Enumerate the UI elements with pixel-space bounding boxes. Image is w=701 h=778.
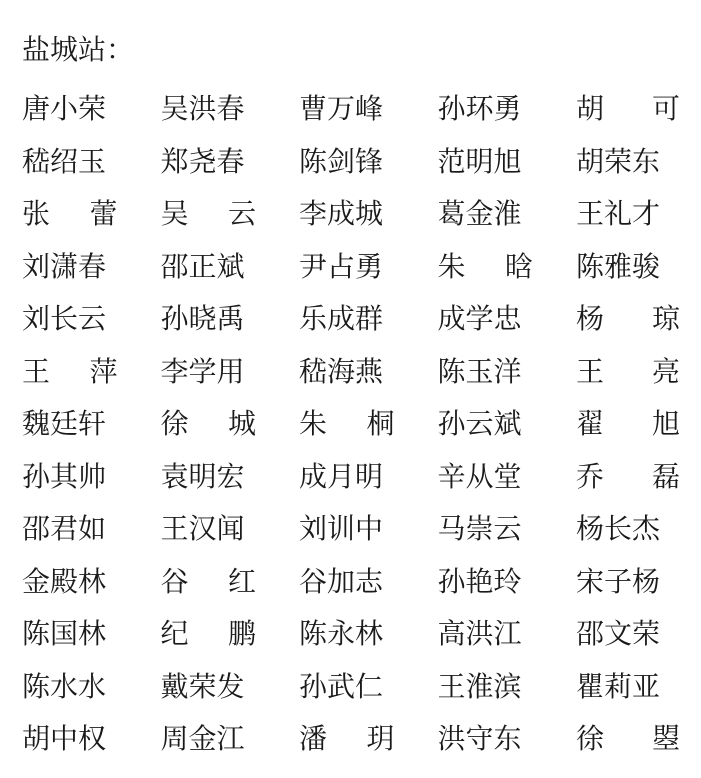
name-row [22, 451, 687, 504]
name-cell: 马崇云 [437, 512, 522, 546]
name-cell: 葛金淮 [437, 197, 522, 231]
name-cell: 王 萍 [22, 354, 118, 388]
station-heading: 盐城站： [22, 33, 135, 66]
name-cell: 范明旭 [437, 144, 522, 178]
name-cell: 王 亮 [576, 354, 680, 388]
name-cell: 胡 可 [576, 92, 680, 126]
name-cell: 金殿林 [22, 564, 107, 598]
name-cell: 瞿莉亚 [576, 669, 661, 703]
name-cell: 刘潇春 [22, 249, 107, 283]
name-row [22, 241, 687, 294]
name-cell: 袁明宏 [160, 459, 245, 493]
name-row [22, 293, 687, 346]
name-cell: 孙晓禹 [160, 302, 245, 336]
name-row [22, 136, 687, 189]
name-cell: 陈永林 [299, 617, 384, 651]
name-cell: 胡中权 [22, 722, 107, 756]
name-cell: 孙环勇 [437, 92, 522, 126]
name-cell: 王礼才 [576, 197, 661, 231]
name-cell: 陈剑锋 [299, 144, 384, 178]
name-cell: 成月明 [299, 459, 384, 493]
name-cell: 辛从堂 [437, 459, 522, 493]
name-cell: 张 蕾 [22, 197, 118, 231]
name-cell: 戴荣发 [160, 669, 245, 703]
name-cell: 胡荣东 [576, 144, 661, 178]
name-cell: 纪 鹏 [160, 617, 256, 651]
name-cell: 陈雅骏 [576, 249, 661, 283]
name-cell: 朱 桐 [299, 407, 395, 441]
name-cell: 嵇绍玉 [22, 144, 107, 178]
name-row [22, 713, 687, 766]
name-row [22, 398, 687, 451]
name-cell: 陈水水 [22, 669, 107, 703]
name-cell: 翟 旭 [576, 407, 680, 441]
name-cell: 嵇海燕 [299, 354, 384, 388]
name-cell: 李成城 [299, 197, 384, 231]
name-cell: 孙其帅 [22, 459, 107, 493]
name-cell: 朱 晗 [437, 249, 533, 283]
name-cell: 王汉闻 [160, 512, 245, 546]
name-cell: 宋子杨 [576, 564, 661, 598]
name-cell: 乐成群 [299, 302, 384, 336]
name-list [22, 83, 687, 766]
name-cell: 李学用 [160, 354, 245, 388]
name-cell: 魏廷轩 [22, 407, 107, 441]
name-cell: 谷加志 [299, 564, 384, 598]
name-cell: 杨 琼 [576, 302, 680, 336]
name-cell: 尹占勇 [299, 249, 384, 283]
name-row [22, 83, 687, 136]
name-cell: 徐 曌 [576, 722, 680, 756]
name-cell: 唐小荣 [22, 92, 107, 126]
name-cell: 杨长杰 [576, 512, 661, 546]
name-cell: 刘长云 [22, 302, 107, 336]
name-row [22, 556, 687, 609]
name-cell: 孙武仁 [299, 669, 384, 703]
name-cell: 邵君如 [22, 512, 107, 546]
name-row [22, 503, 687, 556]
name-cell: 徐 城 [160, 407, 256, 441]
name-row [22, 346, 687, 399]
name-cell: 吴 云 [160, 197, 256, 231]
name-row [22, 661, 687, 714]
name-cell: 王淮滨 [437, 669, 522, 703]
name-cell: 周金江 [160, 722, 245, 756]
name-cell: 邵正斌 [160, 249, 245, 283]
name-cell: 邵文荣 [576, 617, 661, 651]
name-cell: 洪守东 [437, 722, 522, 756]
name-cell: 高洪江 [437, 617, 522, 651]
name-cell: 谷 红 [160, 564, 256, 598]
name-cell: 成学忠 [437, 302, 522, 336]
name-cell: 吴洪春 [160, 92, 245, 126]
name-cell: 郑尧春 [160, 144, 245, 178]
name-row [22, 608, 687, 661]
name-cell: 孙云斌 [437, 407, 522, 441]
name-cell: 陈玉洋 [437, 354, 522, 388]
name-cell: 陈国林 [22, 617, 107, 651]
name-cell: 刘训中 [299, 512, 384, 546]
name-cell: 乔 磊 [576, 459, 680, 493]
name-row [22, 188, 687, 241]
name-cell: 潘 玥 [299, 722, 395, 756]
name-cell: 孙艳玲 [437, 564, 522, 598]
name-cell: 曹万峰 [299, 92, 384, 126]
